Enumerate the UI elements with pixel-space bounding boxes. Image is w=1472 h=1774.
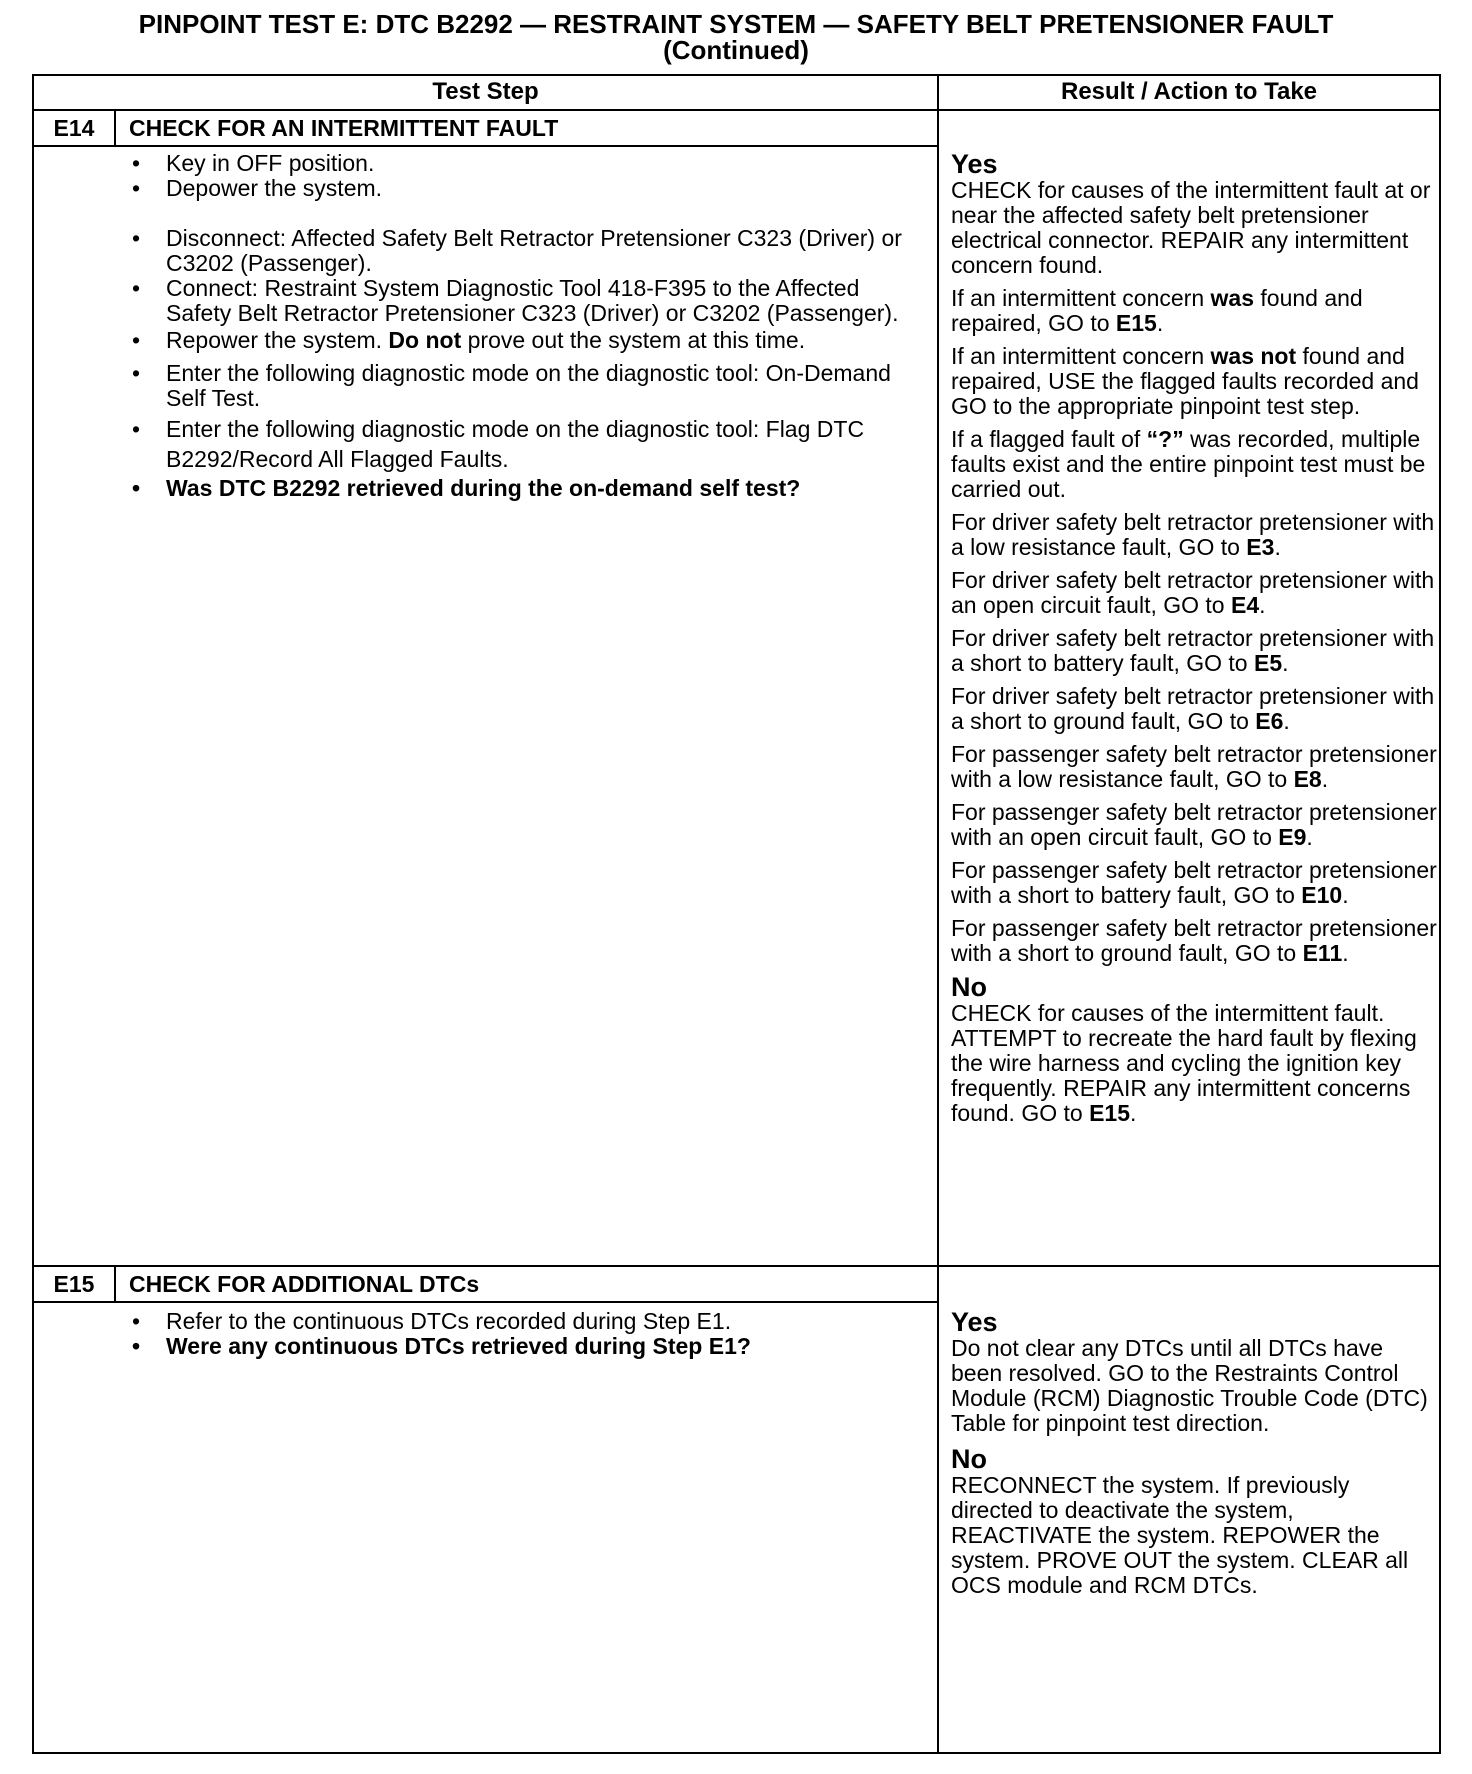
condition-item: For driver safety belt retractor pretensioner with a low resistance fault, GO to E3. bbox=[951, 509, 1435, 560]
e14-id-divider bbox=[114, 110, 116, 146]
condition-item: For driver safety belt retractor pretensioner with an open circuit fault, GO to E4. bbox=[951, 567, 1435, 618]
table-border-bottom bbox=[32, 1752, 1441, 1754]
condition-item: If an intermittent concern was not found and repaired, USE the flagged faults recorded and GO to the appropriate pinpoint test step. bbox=[951, 343, 1419, 419]
no-label: No bbox=[951, 1444, 987, 1474]
yes-action: CHECK for causes of the intermittent fault at or near the affected safety belt pretensioner electrical connector. REPAIR any intermittent concern found. bbox=[951, 177, 1431, 278]
table-border-left bbox=[32, 74, 34, 1754]
table-border-right bbox=[1439, 74, 1441, 1754]
condition-item: For passenger safety belt retractor pretensioner with an open circuit fault, GO to E9. bbox=[951, 799, 1437, 850]
instruction-item: • Depower the system. bbox=[124, 176, 904, 201]
page-subtitle: (Continued) bbox=[663, 35, 809, 65]
no-action: CHECK for causes of the intermittent fault. ATTEMPT to recreate the hard fault by flexing the wire harness and cycling the ignition key frequently. REPAIR any intermittent concerns found. GO to E15. bbox=[951, 1000, 1417, 1126]
condition-item: If an intermittent concern was found and repaired, GO to E15. bbox=[951, 285, 1363, 336]
instruction-question: • Was DTC B2292 retrieved during the on-demand self test? bbox=[124, 476, 904, 501]
e15-title-divider bbox=[32, 1301, 938, 1303]
step-title: CHECK FOR AN INTERMITTENT FAULT bbox=[129, 115, 559, 141]
condition-item: For passenger safety belt retractor pretensioner with a short to ground fault, GO to E11. bbox=[951, 915, 1437, 966]
e14-title-divider bbox=[32, 145, 938, 147]
header-result: Result / Action to Take bbox=[1060, 78, 1318, 105]
instruction-item: • Refer to the continuous DTCs recorded during Step E1. bbox=[124, 1309, 904, 1334]
step-title: CHECK FOR ADDITIONAL DTCs bbox=[129, 1271, 480, 1297]
step-id: E14 bbox=[53, 115, 95, 141]
result-actions bbox=[951, 151, 1437, 1126]
yes-conditions bbox=[951, 286, 1437, 966]
column-divider bbox=[937, 74, 939, 1754]
condition-item: For driver safety belt retractor pretensioner with a short to ground fault, GO to E6. bbox=[951, 683, 1435, 734]
yes-action: Do not clear any DTCs until all DTCs have been resolved. GO to the Restraints Control Module (RCM) Diagnostic Trouble Code (DTC) Table for pinpoint test direction. bbox=[951, 1335, 1428, 1436]
yes-label: Yes bbox=[951, 149, 998, 179]
condition-item: For driver safety belt retractor pretensioner with a short to battery fault, GO to E5. bbox=[951, 625, 1435, 676]
condition-item: For passenger safety belt retractor pretensioner with a low resistance fault, GO to E8. bbox=[951, 741, 1437, 792]
instruction-question: • Were any continuous DTCs retrieved during Step E1? bbox=[124, 1334, 904, 1359]
instruction-item: • Enter the following diagnostic mode on the diagnostic tool: On-Demand Self Test. bbox=[124, 361, 904, 411]
header-test-step: Test Step bbox=[432, 78, 539, 105]
condition-item: If a flagged fault of “?” was recorded, multiple faults exist and the entire pinpoint test must be carried out. bbox=[951, 426, 1426, 502]
condition-item: For passenger safety belt retractor pretensioner with a short to battery fault, GO to E10. bbox=[951, 857, 1437, 908]
result-actions bbox=[951, 1309, 1437, 1598]
yes-label: Yes bbox=[951, 1307, 998, 1337]
instruction-item: • Connect: Restraint System Diagnostic Tool 418-F395 to the Affected Safety Belt Retractor Pretensioner C323 (Driver) or C3202 (Passenger). bbox=[124, 276, 904, 326]
no-label: No bbox=[951, 972, 987, 1002]
step-instructions bbox=[124, 151, 904, 501]
instruction-item: • Key in OFF position. bbox=[124, 151, 904, 176]
step-id: E15 bbox=[53, 1271, 95, 1297]
instruction-item: • Disconnect: Affected Safety Belt Retractor Pretensioner C323 (Driver) or C3202 (Passenger). bbox=[124, 226, 904, 276]
no-action: RECONNECT the system. If previously directed to deactivate the system, REACTIVATE the system. REPOWER the system. PROVE OUT the system. CLEAR all OCS module and RCM DTCs. bbox=[951, 1472, 1409, 1598]
page-title: PINPOINT TEST E: DTC B2292 — RESTRAINT SYSTEM — SAFETY BELT PRETENSIONER FAULT bbox=[138, 9, 1334, 39]
instruction-item: • Enter the following diagnostic mode on the diagnostic tool: Flag DTC B2292/Record All Flagged Faults. bbox=[124, 414, 904, 474]
instruction-item: • Repower the system. Do not prove out the system at this time. bbox=[124, 328, 904, 353]
e15-id-divider bbox=[114, 1266, 116, 1302]
step-instructions bbox=[124, 1309, 904, 1359]
